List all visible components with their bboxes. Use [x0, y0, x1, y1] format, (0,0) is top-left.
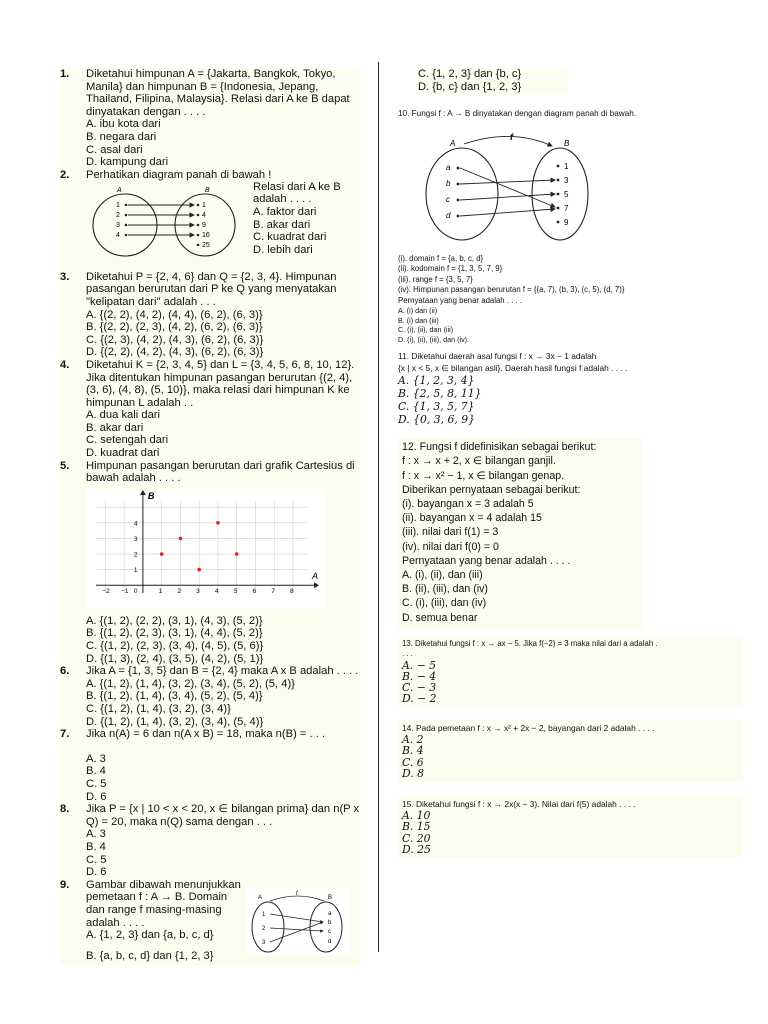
option-a: A. {1, 2, 3} dan {a, b, c, d}: [86, 929, 214, 942]
right-column: [398, 68, 743, 858]
option-a: A. 3: [86, 752, 106, 765]
b-item-2: 4: [202, 211, 206, 219]
statement-ii: (ii). bayangan x = 4 adalah 15: [402, 512, 542, 525]
question-9: [60, 879, 360, 965]
option-b: B. negara dari: [86, 130, 157, 143]
set-b-ellipse: [532, 148, 588, 240]
option-a: A. 3: [86, 828, 106, 841]
arrow-diagram-q10: [412, 128, 592, 248]
option-a: A. (i) dan (ii): [398, 306, 438, 316]
x-tick-label: 5: [233, 588, 238, 596]
y-axis-label: B: [147, 490, 155, 501]
option-b: B. {2, 5, 8, 11}: [398, 387, 482, 401]
question-1: [60, 68, 360, 169]
option-c: C. 5: [86, 777, 107, 790]
y-axis-arrow: [140, 490, 146, 495]
question-5: [60, 460, 360, 666]
a-item-1: 1: [262, 911, 266, 918]
option-c: C. − 3: [402, 680, 437, 694]
question-text-line-2: f : x → x + 2, x ∈ bilangan ganjil.: [402, 455, 556, 468]
question-text-line-1: 12. Fungsi f didefinisikan sebagai berikut:: [402, 441, 597, 454]
b-item-7: 7: [564, 203, 569, 213]
data-point: [216, 521, 220, 525]
option-a: A. (i), (ii), dan (iii): [402, 569, 483, 582]
option-d: D. 25: [402, 843, 431, 857]
set-a-label: A: [117, 186, 122, 194]
x-tick-label: 6: [252, 588, 257, 596]
data-point: [179, 536, 183, 540]
question-text-line-4: Diberikan pernyataan sebagai berikut:: [402, 483, 581, 496]
option-d: D. 8: [402, 767, 425, 781]
question-number: 6.: [60, 665, 70, 678]
arrow-diagram-q9: [246, 887, 350, 955]
a-item-4: 4: [116, 231, 120, 239]
question-text-line-1: 13. Diketahui fungsi f : x → ax − 5. Jika f(−2) = 3 maka nilai dari a adalah .: [402, 638, 658, 648]
option-c: C. (i), (iii), dan (iv): [402, 597, 487, 610]
option-a: A. 10: [402, 808, 431, 822]
question-2: [60, 169, 360, 271]
statement-iv: (iv). Himpunan pasangan berurutan f = {(a, 7), (b, 3), (c, 5), (d, 7)}: [398, 285, 625, 295]
option-d: D. (i), (ii), (iii), dan (iv).: [398, 334, 470, 344]
question-number: 4.: [60, 358, 70, 371]
mapping-arrows: [270, 914, 323, 942]
question-text-line-2: . . .: [402, 649, 413, 659]
question-11: [398, 350, 743, 426]
question-number: 7.: [60, 728, 70, 741]
x-tick-label: 8: [289, 588, 294, 596]
option-a: A. {(2, 2), (4, 2), (4, 4), (6, 2), (6, 3)}: [86, 308, 263, 321]
option-a: A. 2: [402, 732, 424, 746]
data-point: [235, 552, 239, 556]
a-item-d: d: [446, 210, 451, 220]
question-3: [60, 271, 360, 359]
option-a: A. {(1, 2), (1, 4), (3, 2), (3, 4), (5, 2), (5, 4)}: [86, 677, 295, 690]
statement-iii: (iii). nilai dari f(1) = 3: [402, 526, 499, 539]
question-8: [60, 803, 360, 879]
question-4: [60, 359, 360, 460]
b-item-5: 5: [564, 189, 569, 199]
option-d: D. {b, c} dan {1, 2, 3}: [418, 80, 522, 93]
b-item-1: 1: [202, 201, 206, 209]
a-item-1: 1: [116, 201, 120, 209]
question-text: Diketahui K = {2, 3, 4, 5} dan L = {3, 4, 5, 6, 8, 10, 12}. Jika ditentukan himpunan pasangan berurutan {(2, 4), (3, 6), (4, 8), (5, 10)}, maka relasi dari himpunan K ke himpunan L adalah . .: [86, 358, 355, 409]
x-tick-label: −2: [102, 588, 110, 596]
option-c: C. {(1, 2), (2, 3), (3, 4), (4, 5), (5, 6)}: [86, 640, 264, 653]
question-prompt: Pernyataan yang benar adalah . . . .: [402, 554, 571, 567]
option-c: C. 20: [402, 831, 431, 845]
a-item-b: b: [446, 178, 451, 188]
question-text: Himpunan pasangan berurutan dari grafik Cartesius di bawah adalah . . . .: [86, 459, 355, 485]
option-c: C. kuadrat dari: [253, 231, 327, 244]
question-text: Jika P = {x | 10 < x < 20, x ∈ bilangan prima} dan n(P x Q) = 20, maka n(Q) sama dengan . . .: [86, 803, 360, 828]
set-b-label: B: [328, 894, 333, 901]
question-number: 3.: [60, 270, 70, 283]
option-c: C. {1, 2, 3} dan {b, c}: [418, 68, 522, 80]
question-text-line-3: f : x → x² − 1, x ∈ bilangan genap.: [402, 469, 565, 482]
statement-iv: (iv). nilai dari f(0) = 0: [402, 540, 499, 553]
question-text: 15. Diketahui fungsi f : x → 2x(x − 3). Nilai dari f(5) adalah . . . .: [402, 798, 636, 809]
x-tick-label: 7: [271, 588, 275, 596]
a-item-3: 3: [116, 221, 120, 229]
x-axis-arrow: [314, 582, 319, 588]
question-15: [398, 796, 743, 858]
b-item-1: 1: [564, 161, 569, 171]
option-b: B. 4: [86, 765, 106, 778]
arrow-diagram-q2: [90, 183, 240, 263]
option-c: C. 6: [402, 755, 424, 769]
option-d: D. {(1, 3), (2, 4), (3, 5), (4, 2), (5, 1)}: [86, 652, 264, 665]
option-b: B. 4: [402, 744, 424, 758]
x-tick-label: 2: [177, 588, 182, 596]
relation-arrows: [128, 205, 194, 235]
set-b-ellipse: [310, 902, 342, 952]
option-c: C. {(2, 3), (4, 2), (4, 3), (6, 2), (6, 3)}: [86, 333, 264, 346]
y-tick-label: 4: [133, 520, 138, 528]
data-point: [197, 568, 201, 572]
b-item-3: c: [328, 928, 331, 935]
question-text-line-2: {x | x < 5, x ∈ bilangan asli}. Daerah hasil fungsi f adalah . . . .: [398, 363, 628, 374]
left-column: [60, 68, 360, 965]
question-9-continued: [418, 68, 568, 93]
option-b: B. 4: [86, 840, 106, 853]
a-item-2: 2: [262, 925, 266, 932]
option-a: A. − 5: [402, 658, 437, 672]
option-b: B. {(1, 2), (2, 3), (3, 1), (4, 4), (5, 2)}: [86, 627, 263, 640]
b-item-3: 3: [564, 175, 569, 185]
question-number: 9.: [60, 878, 70, 891]
question-text: 14. Pada pemetaan f : x → x² + 2x − 2, bayangan dari 2 adalah . . . .: [402, 722, 655, 733]
option-d: D. 6: [86, 866, 107, 879]
question-prompt: Pernyataan yang benar adalah . . . .: [398, 295, 522, 305]
set-a-ellipse: [252, 902, 284, 952]
x-axis-label: A: [312, 571, 319, 582]
question-12: [398, 438, 642, 629]
set-a-label: A: [258, 894, 263, 901]
x-tick-label: 0: [133, 588, 138, 596]
function-label: f: [510, 131, 513, 142]
question-number: 8.: [60, 803, 70, 816]
question-10: [398, 109, 743, 344]
option-a: A. faktor dari: [253, 205, 317, 218]
x-tick-label: −1: [121, 588, 129, 596]
option-d: D. {0, 3, 6, 9}: [398, 413, 475, 427]
option-a: A. {(1, 2), (2, 2), (3, 1), (4, 3), (5, 2)}: [86, 614, 263, 627]
question-text: Diketahui himpunan A = {Jakarta, Bangkok, Tokyo, Manila} dan himpunan B = {Indonesia, Jepang, Thailand, Filipina, Malaysia}. Relasi dari A ke B dapat dinyatakan dengan . . . .: [86, 68, 350, 118]
x-tick-label: 4: [214, 588, 219, 596]
option-b: B. akar dari: [253, 218, 311, 231]
option-b: B. akar dari: [86, 421, 144, 434]
option-d: D. {(2, 2), (4, 2), (4, 3), (6, 2), (6, 3)}: [86, 346, 264, 359]
option-d: D. kuadrat dari: [86, 447, 160, 460]
question-number: 1.: [60, 68, 70, 80]
option-c: C. asal dari: [86, 143, 143, 156]
set-b-label: B: [564, 138, 570, 148]
b-item-4: 16: [202, 231, 210, 239]
set-b-label: B: [205, 186, 210, 194]
option-a: A. dua kali dari: [86, 409, 161, 422]
set-a-label: A: [450, 138, 456, 148]
statement-ii: (ii). kodomain f = {1, 3, 5, 7, 9}: [398, 264, 503, 274]
b-item-9: 9: [564, 217, 569, 227]
function-label: f: [296, 890, 298, 897]
option-b: B. {a, b, c, d} dan {1, 2, 3}: [86, 949, 214, 962]
option-d: D. kampung dari: [86, 156, 169, 169]
option-c: C. (i), (ii), dan (iii): [398, 325, 454, 335]
question-text: Perhatikan diagram panah di bawah !: [86, 168, 272, 181]
question-text: Gambar dibawah menunjukkan pemetaan f : A → B. Domain dan range f masing-masing adalah . . . .: [86, 878, 241, 929]
question-13: [398, 637, 743, 706]
question-6: [60, 665, 360, 728]
option-d: D. 6: [86, 790, 107, 803]
question-side-text: Relasi dari A ke B adalah . . . .: [253, 180, 341, 206]
question-text: Diketahui P = {2, 4, 6} dan Q = {2, 3, 4}. Himpunan pasangan berurutan dari P ke Q yang menyatakan "kelipatan dari" adalah . . .: [86, 270, 337, 308]
b-item-3: 9: [202, 221, 206, 229]
statement-iii: (iii). range f = {3, 5, 7}: [398, 274, 473, 284]
b-item-2: b: [328, 919, 332, 926]
mapping-arrows: [460, 168, 555, 216]
question-14: [398, 720, 743, 782]
option-a: A. {1, 2, 3, 4}: [398, 374, 475, 388]
option-b: B. {(2, 2), (2, 3), (4, 2), (6, 2), (6, 3)}: [86, 321, 263, 334]
question-text-line-1: 11. Diketahui daerah asal fungsi f : x → 3x − 1 adalah: [398, 351, 597, 362]
question-number: 5.: [60, 459, 70, 472]
data-point: [160, 552, 164, 556]
option-a: A. ibu kota dari: [86, 118, 161, 131]
x-tick-label: 1: [158, 588, 163, 596]
option-b: B. {(1, 2), (1, 4), (3, 4), (5, 2), (5, 4)}: [86, 690, 263, 703]
question-text: Jika n(A) = 6 dan n(A x B) = 18, maka n(B) = . . .: [86, 728, 326, 741]
question-number: 2.: [60, 168, 70, 181]
option-d: D. lebih dari: [253, 243, 313, 256]
a-item-c: c: [446, 194, 450, 204]
option-c: C. {1, 3, 5, 7}: [398, 400, 475, 414]
option-b: B. − 4: [402, 669, 437, 683]
question-7: [60, 728, 360, 803]
statement-i: (i). domain f = {a, b, c, d}: [398, 253, 484, 263]
column-divider: [378, 62, 379, 952]
b-item-1: a: [328, 910, 332, 917]
option-d: D. − 2: [402, 691, 437, 705]
option-d: D. {(1, 2), (1, 4), (3, 2), (3, 4), (5, 4)}: [86, 715, 264, 728]
y-tick-label: 2: [133, 551, 138, 559]
option-d: D. semua benar: [402, 611, 478, 624]
option-b: B. 15: [402, 820, 431, 834]
statement-i: (i). bayangan x = 3 adalah 5: [402, 498, 534, 510]
x-tick-label: 3: [196, 588, 200, 596]
option-c: C. setengah dari: [86, 434, 169, 447]
set-a-ellipse: [426, 148, 498, 240]
option-c: C. 5: [86, 853, 107, 866]
question-text: Jika A = {1, 3, 5} dan B = {2, 4} maka A x B adalah . . . .: [86, 665, 359, 678]
y-tick-label: 1: [133, 566, 138, 574]
option-b: B. (ii), (iii), dan (iv): [402, 583, 488, 596]
a-item-3: 3: [262, 939, 266, 946]
b-item-4: d: [328, 938, 332, 945]
b-item-5: 25: [202, 241, 210, 249]
question-text: 10. Fungsi f : A → B dinyatakan dengan diagram panah di bawah.: [398, 109, 637, 119]
a-item-a: a: [446, 162, 451, 172]
option-b: B. (i) dan (iii): [398, 315, 439, 325]
a-item-2: 2: [116, 211, 120, 219]
option-c: C. {(1, 2), (1, 4), (3, 2), (3, 4)}: [86, 703, 231, 715]
cartesian-chart: [86, 489, 326, 609]
y-tick-label: 3: [133, 535, 138, 543]
